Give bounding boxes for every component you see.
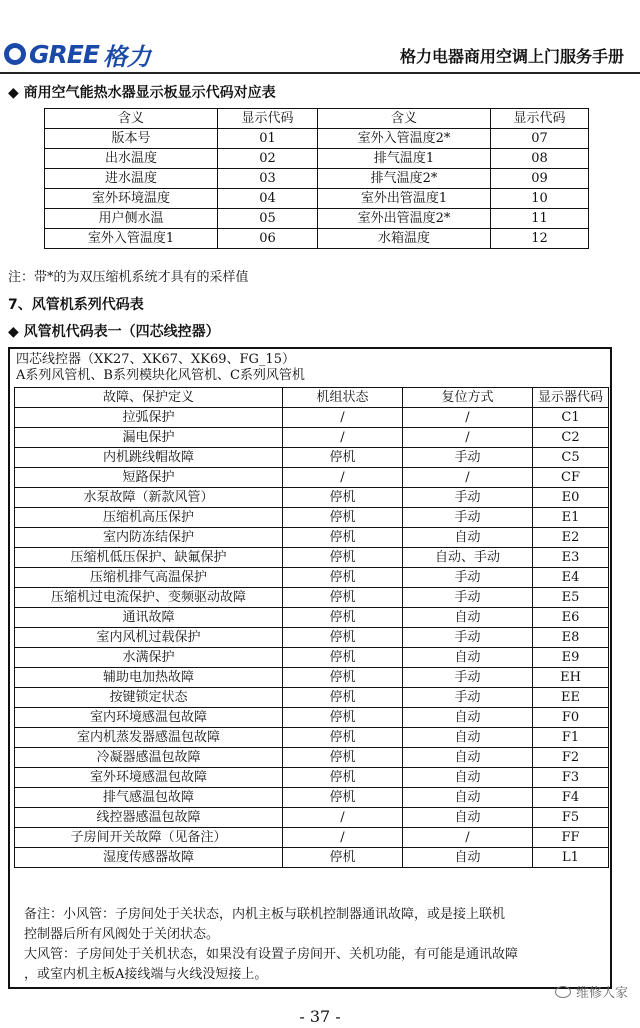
table-cell: 压缩机过电流保护、变频驱动故障 [15, 588, 283, 608]
table-cell: 自动 [403, 848, 533, 868]
section1-title: ◆ 商用空气能热水器显示板显示代码对应表 [8, 85, 276, 101]
table-row [15, 628, 609, 648]
table-cell: 压缩机排气高温保护 [15, 568, 283, 588]
table-cell: 停机 [283, 748, 403, 768]
table-cell: 子房间开关故障（见备注） [15, 828, 283, 848]
table-cell: 自动 [403, 728, 533, 748]
table-cell: / [403, 408, 533, 428]
table-cell: 水箱温度 [318, 229, 491, 249]
table-row [45, 169, 589, 189]
table-cell: 排气温度1 [318, 149, 491, 169]
header-cell: 机组状态 [283, 388, 403, 408]
table-cell: / [283, 808, 403, 828]
page-header [0, 0, 640, 74]
table-cell: E4 [533, 568, 609, 588]
table-row [15, 768, 609, 788]
table-cell: 自动、手动 [403, 548, 533, 568]
page-number: - 37 - [299, 1007, 341, 1026]
table-header-row [15, 388, 609, 408]
remark-line: 控制器后所有风阀处于关闭状态。 [24, 927, 220, 942]
table-cell: 11 [491, 209, 589, 229]
table-row [15, 588, 609, 608]
table-cell: 自动 [403, 748, 533, 768]
table-cell: 湿度传感器故障 [15, 848, 283, 868]
table-cell: F4 [533, 788, 609, 808]
table-cell: 12 [491, 229, 589, 249]
table-cell: L1 [533, 848, 609, 868]
table-cell: 室内防冻结保护 [15, 528, 283, 548]
header-cell: 含义 [45, 109, 218, 129]
table-row [45, 229, 589, 249]
table-cell: 版本号 [45, 129, 218, 149]
table-cell: 02 [218, 149, 318, 169]
watermark-text: 维修人家 [575, 986, 628, 1001]
table-row [15, 428, 609, 448]
table-cell: 辅助电加热故障 [15, 668, 283, 688]
controller-info [16, 352, 305, 384]
logo-text: GREE [29, 39, 99, 69]
table-row [45, 209, 589, 229]
table-cell: 室外入管温度1 [45, 229, 218, 249]
table-cell: 自动 [403, 768, 533, 788]
table-cell: 01 [218, 129, 318, 149]
logo-chinese: 格力 [102, 42, 151, 71]
table-row [15, 728, 609, 748]
table-cell: 停机 [283, 688, 403, 708]
table-row [15, 808, 609, 828]
table-cell: 停机 [283, 728, 403, 748]
table-cell: E2 [533, 528, 609, 548]
table-cell: F0 [533, 708, 609, 728]
water-heater-code-table [44, 108, 589, 249]
table-row [15, 608, 609, 628]
table-cell: E1 [533, 508, 609, 528]
table-header-row [45, 109, 589, 129]
table-row [15, 468, 609, 488]
table-cell: F1 [533, 728, 609, 748]
table-row [15, 548, 609, 568]
header-cell: 复位方式 [403, 388, 533, 408]
table-cell: E8 [533, 628, 609, 648]
table-cell: / [283, 828, 403, 848]
duct-unit-code-table [14, 387, 609, 868]
table-cell: 室外出管温度2* [318, 209, 491, 229]
table-row [15, 668, 609, 688]
table-cell: 短路保护 [15, 468, 283, 488]
table-row [15, 408, 609, 428]
table-row [45, 129, 589, 149]
header-cell: 显示代码 [491, 109, 589, 129]
table-cell: 手动 [403, 688, 533, 708]
table-cell: 手动 [403, 568, 533, 588]
table-cell: E0 [533, 488, 609, 508]
remarks [24, 905, 600, 985]
table-cell: 自动 [403, 788, 533, 808]
table-cell: 10 [491, 189, 589, 209]
watermark [555, 982, 628, 1001]
table-row [15, 488, 609, 508]
gree-logo [4, 34, 151, 74]
table-cell: / [403, 828, 533, 848]
table-cell: 停机 [283, 488, 403, 508]
table-cell: E9 [533, 648, 609, 668]
table-row [15, 648, 609, 668]
wechat-icon [555, 986, 571, 998]
table-cell: 04 [218, 189, 318, 209]
table-cell: C2 [533, 428, 609, 448]
remark-line: 大风管：子房间处于关机状态，如果没有设置子房间开、关机功能，有可能是通讯故障 [24, 947, 519, 962]
table-row [15, 688, 609, 708]
table-cell: 停机 [283, 668, 403, 688]
table-cell: 进水温度 [45, 169, 218, 189]
table-cell: 停机 [283, 788, 403, 808]
table-cell: 手动 [403, 508, 533, 528]
table-cell: 05 [218, 209, 318, 229]
applicable-series: A系列风管机、B系列模块化风管机、C系列风管机 [16, 368, 305, 383]
table-cell: 自动 [403, 708, 533, 728]
table-cell: 09 [491, 169, 589, 189]
table-cell: 排气温度2* [318, 169, 491, 189]
table-cell: 06 [218, 229, 318, 249]
section2-subtitle: ◆ 风管机代码表一（四芯线控器） [8, 324, 220, 340]
table-cell: 按键锁定状态 [15, 688, 283, 708]
table-cell: 通讯故障 [15, 608, 283, 628]
table-cell: / [283, 468, 403, 488]
table-cell: FF [533, 828, 609, 848]
table-cell: CF [533, 468, 609, 488]
table-cell: 手动 [403, 488, 533, 508]
table-cell: 手动 [403, 588, 533, 608]
table-cell: 停机 [283, 648, 403, 668]
header-cell: 显示器代码 [533, 388, 609, 408]
table-cell: 室内机蒸发器感温包故障 [15, 728, 283, 748]
table-cell: 停机 [283, 708, 403, 728]
table-cell: 冷凝器感温包故障 [15, 748, 283, 768]
table-cell: / [283, 428, 403, 448]
table-cell: 08 [491, 149, 589, 169]
table-cell: 停机 [283, 768, 403, 788]
table-cell: 水泵故障（新款风管） [15, 488, 283, 508]
table-cell: E6 [533, 608, 609, 628]
header-cell: 故障、保护定义 [15, 388, 283, 408]
table-cell: 停机 [283, 628, 403, 648]
table-cell: 水满保护 [15, 648, 283, 668]
table-cell: EH [533, 668, 609, 688]
table-cell: 手动 [403, 448, 533, 468]
table-cell: 室外环境温度 [45, 189, 218, 209]
table-cell: 03 [218, 169, 318, 189]
table-cell: 漏电保护 [15, 428, 283, 448]
table-cell: 室外入管温度2* [318, 129, 491, 149]
table-cell: 停机 [283, 568, 403, 588]
table-cell: 室外出管温度1 [318, 189, 491, 209]
table-cell: 出水温度 [45, 149, 218, 169]
table-cell: / [403, 468, 533, 488]
table-cell: / [403, 428, 533, 448]
table-cell: 停机 [283, 588, 403, 608]
table-cell: 拉弧保护 [15, 408, 283, 428]
table-cell: 室外环境感温包故障 [15, 768, 283, 788]
table-cell: 停机 [283, 528, 403, 548]
table-cell: 自动 [403, 528, 533, 548]
table-cell: E5 [533, 588, 609, 608]
table-row [45, 189, 589, 209]
table-cell: 排气感温包故障 [15, 788, 283, 808]
table-cell: 用户侧水温 [45, 209, 218, 229]
table-cell: 压缩机高压保护 [15, 508, 283, 528]
remark-line: ，或室内机主板A接线端与火线没短接上。 [24, 967, 268, 982]
table-cell: F5 [533, 808, 609, 828]
table-cell: 停机 [283, 548, 403, 568]
table-cell: 停机 [283, 448, 403, 468]
table-cell: 自动 [403, 608, 533, 628]
section2-title: 7、风管机系列代码表 [8, 297, 144, 313]
table-cell: F2 [533, 748, 609, 768]
header-divider [0, 72, 640, 74]
table-cell: F3 [533, 768, 609, 788]
table-cell: / [283, 408, 403, 428]
table-row [15, 848, 609, 868]
header-cell: 显示代码 [218, 109, 318, 129]
table-cell: 停机 [283, 508, 403, 528]
controller-models: 四芯线控器（XK27、XK67、XK69、FG_15） [16, 352, 295, 367]
table-cell: 室内风机过载保护 [15, 628, 283, 648]
table-cell: 压缩机低压保护、缺氟保护 [15, 548, 283, 568]
table-cell: 手动 [403, 628, 533, 648]
table-cell: 07 [491, 129, 589, 149]
header-cell: 含义 [318, 109, 491, 129]
table-cell: 自动 [403, 648, 533, 668]
table-cell: 停机 [283, 608, 403, 628]
table-row [15, 708, 609, 728]
table-cell: 室内环境感温包故障 [15, 708, 283, 728]
table-cell: 线控器感温包故障 [15, 808, 283, 828]
table-row [15, 508, 609, 528]
table-row [15, 528, 609, 548]
table-row [15, 828, 609, 848]
table-cell: E3 [533, 548, 609, 568]
remark-line: 备注：小风管：子房间处于关状态，内机主板与联机控制器通讯故障，或是接上联机 [24, 907, 506, 922]
table-cell: EE [533, 688, 609, 708]
gree-logo-icon [4, 43, 26, 65]
table-row [15, 448, 609, 468]
table-row [15, 748, 609, 768]
section1-note: 注：带*的为双压缩机系统才具有的采样值 [8, 270, 249, 285]
table-row [15, 568, 609, 588]
manual-title: 格力电器商用空调上门服务手册 [399, 47, 624, 66]
table-cell: 自动 [403, 808, 533, 828]
table-cell: 手动 [403, 668, 533, 688]
table-row [45, 149, 589, 169]
table-row [15, 788, 609, 808]
duct-unit-code-box [8, 347, 612, 989]
table-cell: 停机 [283, 848, 403, 868]
table-cell: C5 [533, 448, 609, 468]
table-cell: 内机跳线帽故障 [15, 448, 283, 468]
table-cell: C1 [533, 408, 609, 428]
